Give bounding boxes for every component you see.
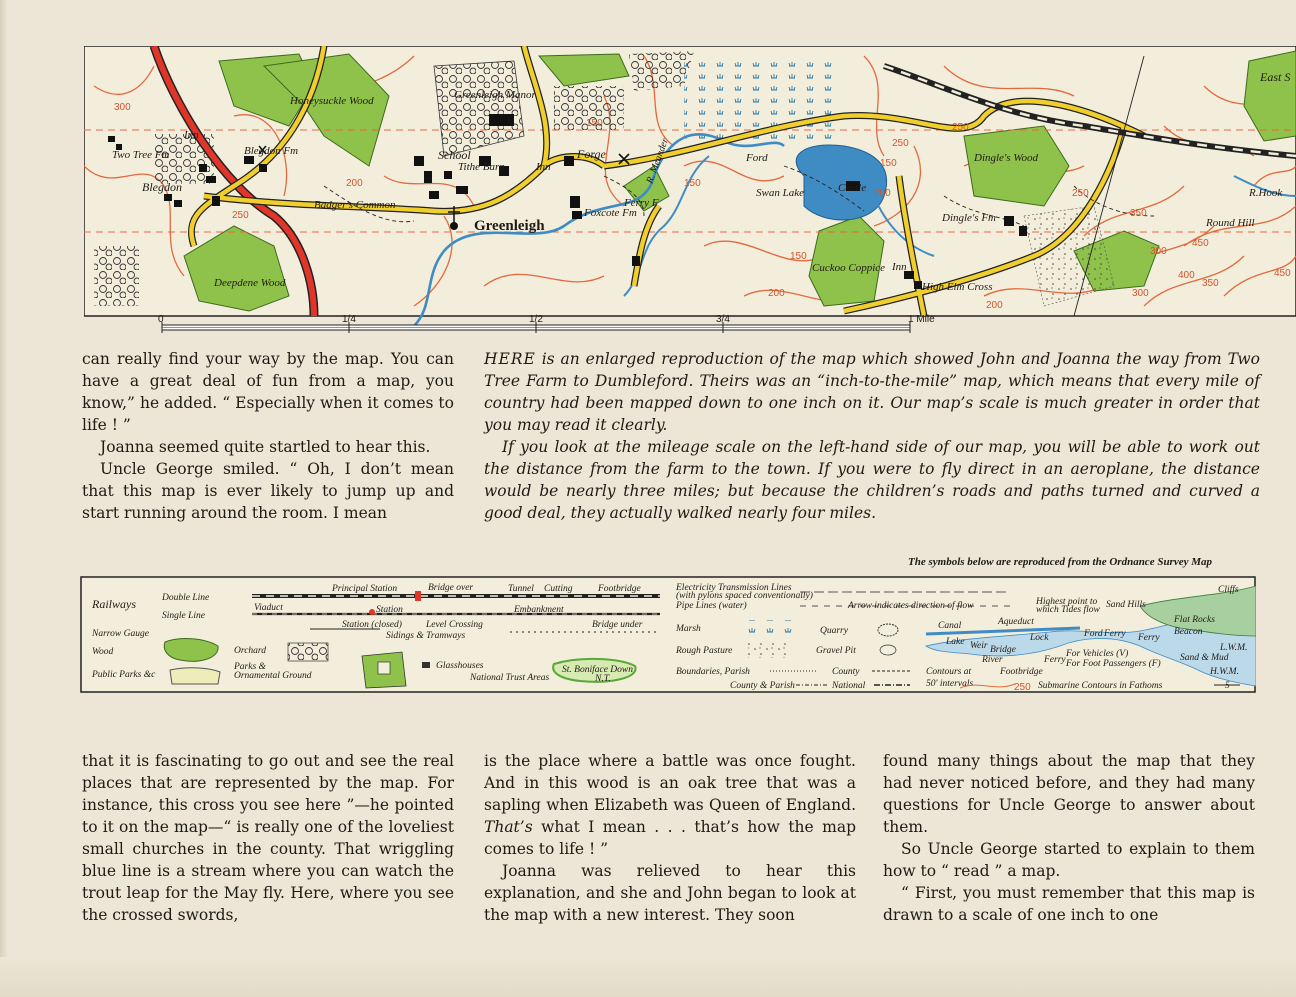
- page-gutter: [0, 0, 8, 997]
- paragraph: Joanna seemed quite startled to hear this.: [100, 438, 431, 456]
- label-two-tree: Two Tree Fm: [112, 149, 170, 161]
- label-swan-lake: Swan Lake: [756, 187, 804, 199]
- legend-highest-2: which Tides flow: [1036, 605, 1100, 615]
- legend-contour-250: 250: [1014, 682, 1031, 693]
- mileage-scale: [158, 314, 935, 333]
- contour-label: 250: [1072, 188, 1089, 199]
- paragraph: [484, 348, 1260, 436]
- legend-glasshouses: Glasshouses: [436, 661, 484, 671]
- legend-quarry: Quarry: [820, 626, 848, 636]
- ordnance-legend: [80, 576, 1256, 693]
- label-inn-right: Inn: [892, 261, 907, 273]
- legend-electricity-2: (with pylons spaced conventionally): [676, 591, 813, 601]
- map-svg: [84, 46, 1296, 336]
- label-high-elm: High Elm Cross: [922, 281, 993, 293]
- legend-bridge-under: Bridge under: [592, 620, 643, 630]
- contour-label: 300: [1150, 246, 1167, 257]
- text-run: is the place where a battle was once fought. And in this wood is an oak tree that was a sapling when Elizabeth was Queen of England.: [484, 752, 856, 814]
- contour-label: 200: [768, 288, 785, 299]
- legend-bridge-over: Bridge over: [428, 583, 474, 593]
- legend-national-trust: National Trust Areas: [470, 673, 550, 683]
- legend-contours-2: 50' intervals: [926, 679, 974, 689]
- emphasis: That’s: [484, 818, 533, 836]
- legend-sand-mud: Sand & Mud: [1180, 653, 1229, 663]
- label-inn-mid: Inn: [536, 161, 551, 173]
- legend-ferry-v: Ferry: [1044, 655, 1066, 665]
- legend-bridge: Bridge: [990, 645, 1016, 655]
- legend-lake: Lake: [946, 637, 965, 647]
- contour-label: 200: [986, 300, 1003, 311]
- legend-sand-hills: Sand Hills: [1106, 600, 1146, 610]
- legend-footbridge-2: Footbridge: [1000, 667, 1043, 677]
- scale-label-half: 1/2: [529, 314, 543, 325]
- contour-label: 450: [1274, 268, 1291, 279]
- legend-contours-1: Contours at: [926, 667, 972, 677]
- legend-st-boniface: St. Boniface Down: [562, 665, 633, 675]
- paragraph: Joanna was relieved to hear this explanation, and she and John began to look at the map with a new interest. They soon: [484, 862, 856, 924]
- legend-for-vehicles: For Vehicles (V): [1066, 649, 1129, 659]
- legend-aqueduct: Aqueduct: [998, 617, 1034, 627]
- legend-nt: N.T.: [595, 674, 611, 684]
- contour-label: 250: [892, 138, 909, 149]
- paragraph: [484, 750, 856, 860]
- legend-weir: Weir: [970, 641, 988, 651]
- legend-lock: Lock: [1030, 633, 1049, 643]
- label-blegdon: Blegdon: [142, 180, 182, 194]
- legend-tunnel: Tunnel: [508, 584, 534, 594]
- map-description: [484, 348, 1260, 524]
- label-foxcote: Foxcote Fm: [584, 207, 637, 219]
- legend-lwm: L.W.M.: [1220, 643, 1248, 653]
- legend-orchard-swatch: [288, 643, 328, 661]
- paragraph: “ First, you must remember that this map is drawn to a scale of one inch to one: [883, 884, 1255, 924]
- legend-parks-1: Parks &: [234, 662, 266, 672]
- text-column-top-left: [82, 348, 454, 524]
- legend-for-foot: For Foot Passengers (F): [1066, 659, 1161, 669]
- label-dingles-wood: Dingle's Wood: [974, 152, 1038, 164]
- legend-arrow-flow: Arrow indicates direction of flow: [848, 601, 974, 611]
- contour-label: 150: [790, 251, 807, 262]
- legend-svg: [80, 576, 1256, 693]
- paragraph: Uncle George smiled. “ Oh, I don’t mean that this map is ever likely to jump up and start running around the room. I mean: [82, 460, 454, 522]
- legend-county: County: [832, 667, 860, 677]
- legend-national: National: [832, 681, 866, 691]
- paragraph: found many things about the map that they had never noticed before, and they had many questions for Uncle George to answer about them.: [883, 752, 1255, 836]
- label-dingles-farm: Dingle's Fm: [942, 212, 996, 224]
- paragraph: that it is fascinating to go out and see the real places that are represented by the map. For instance, this cross you see here ”—he pointed to it on the map—“ is really one of the loveliest small churches in the county. That wriggling blue line is a stream where you can watch the trout leap for the May fly. Here, where you see the crossed swords,: [82, 752, 454, 924]
- legend-park-swatch: [170, 668, 220, 684]
- contour-label: 450: [1192, 238, 1209, 249]
- legend-station: Station: [376, 605, 403, 615]
- legend-embankment: Embankment: [514, 605, 564, 615]
- contour-label: 150: [880, 158, 897, 169]
- legend-principal-station-text: Principal Station: [332, 584, 398, 594]
- label-deepdene: Deepdene Wood: [214, 277, 286, 289]
- contour-label: 250: [232, 210, 249, 221]
- legend-railways: Railways: [92, 597, 136, 611]
- legend-wood-swatch: [164, 639, 218, 662]
- legend-parks-2: Ornamental Ground: [234, 671, 312, 681]
- contour-label: 250: [952, 122, 969, 133]
- legend-wood: Wood: [92, 647, 114, 657]
- legend-cliffs: Cliffs: [1218, 585, 1239, 595]
- scale-label-mile: 1 Mile: [908, 314, 935, 325]
- legend-flat-rocks: Flat Rocks: [1174, 615, 1215, 625]
- legend-rough-swatch: [748, 642, 788, 658]
- legend-double-line: Double Line: [162, 593, 210, 603]
- label-castle: Castle: [838, 182, 867, 194]
- legend-electricity-1: Electricity Transmission Lines: [676, 583, 792, 593]
- label-forge: Forge: [577, 147, 606, 161]
- contour-label: 300: [114, 102, 131, 113]
- label-blegdon-farm: Blegdon Fm: [244, 145, 299, 157]
- label-east: East S: [1260, 70, 1291, 84]
- text-column-bottom-2: [484, 750, 856, 926]
- text-column-bottom-3: [883, 750, 1255, 926]
- label-school: School: [438, 148, 471, 162]
- legend-gravel-pit: Gravel Pit: [816, 646, 856, 656]
- contour-label: 350: [1202, 278, 1219, 289]
- legend-boundaries-parish: Boundaries, Parish: [676, 667, 750, 677]
- legend-orchard: Orchard: [234, 646, 267, 656]
- label-ford: Ford: [746, 152, 768, 164]
- label-r-meander: R. Meander: [644, 136, 671, 186]
- legend-station-dot: [369, 609, 375, 615]
- legend-narrow-gauge: Narrow Gauge: [92, 629, 149, 639]
- ordnance-map: [84, 46, 1296, 336]
- legend-beacon: Beacon: [1174, 627, 1203, 637]
- legend-canal: Canal: [938, 621, 962, 631]
- paragraph: can really find your way by the map. You can have a great deal of fun from a map, you know,” he added. “ Especially when it comes to life ! ”: [82, 350, 454, 434]
- legend-pipe-lines: Pipe Lines (water): [676, 601, 747, 611]
- legend-glasshouse-swatch: [422, 662, 430, 668]
- text-run: what I mean . . . that’s how the map comes to life ! ”: [484, 818, 856, 858]
- contour-label: 400: [1178, 270, 1195, 281]
- label-greenleigh: Greenleigh: [474, 218, 545, 234]
- legend-single-line: Single Line: [162, 611, 206, 621]
- legend-footbridge: Footbridge: [598, 584, 641, 594]
- legend-station-closed: Station (closed): [342, 620, 402, 630]
- contour-label: 150: [684, 178, 701, 189]
- marsh-area: [684, 56, 834, 141]
- contour-label: 150: [586, 118, 603, 129]
- legend-five: 5: [1225, 681, 1230, 691]
- legend-rough-pasture: Rough Pasture: [676, 646, 733, 656]
- legend-highest-1: Highest point to: [1036, 597, 1098, 607]
- contour-label: 200: [874, 188, 891, 199]
- contour-label: 350: [1130, 208, 1147, 219]
- paragraph: So Uncle George started to explain to them how to “ read ” a map.: [883, 840, 1255, 880]
- legend-ferry: Ferry: [1138, 633, 1160, 643]
- legend-marsh-swatch: [748, 620, 798, 636]
- label-tithe-barn: Tithe Barn: [458, 161, 505, 173]
- orchard-bottom-left: [94, 246, 139, 306]
- label-greenleigh-manor: Greenleigh Manor: [454, 89, 536, 101]
- legend-cutting: Cutting: [544, 584, 573, 594]
- text-column-bottom-1: [82, 750, 454, 926]
- contour-label: 300: [1132, 288, 1149, 299]
- legend-parks-house: [378, 662, 390, 674]
- here-word: HERE: [484, 350, 536, 368]
- scale-label-three-quarter: 3/4: [716, 314, 730, 325]
- page-bottom-edge: [0, 957, 1296, 997]
- label-cuckoo: Cuckoo Coppice: [812, 262, 886, 274]
- contour-label: 200: [346, 178, 363, 189]
- legend-marsh: Marsh: [676, 624, 701, 634]
- paragraph-body: is an enlarged reproduction of the map which showed John and Joanna the way from Two Tree Farm to Dumbleford. Theirs was an “inch-to-the-mile” map, which means that every mile of country had been mapped down to one inch on it. Our map’s scale is much greater in order that you may read it clearly.: [484, 350, 1260, 434]
- symbols-caption: The symbols below are reproduced from the Ordnance Survey Map: [908, 556, 1213, 568]
- legend-ford: Ford: [1084, 629, 1103, 639]
- legend-ferry-p: Ferry: [1104, 629, 1126, 639]
- legend-county-parish: County & Parish: [730, 681, 795, 691]
- paragraph: If you look at the mileage scale on the left-hand side of our map, you will be able to work out the distance from the farm to the town. If you were to fly direct in an aeroplane, the distance would be nearly three miles; but because the children’s roads and paths turned and curved a good deal, they actually walked nearly four miles.: [484, 438, 1260, 522]
- label-r-hook: R.Hook: [1249, 187, 1283, 199]
- legend-submarine: Submarine Contours in Fathoms: [1038, 681, 1163, 691]
- scale-label-quarter: 1/4: [342, 314, 356, 325]
- scale-label-0: 0: [158, 314, 164, 325]
- legend-viaduct: Viaduct: [254, 603, 283, 613]
- legend-river: River: [982, 655, 1003, 665]
- legend-principal-station: [415, 591, 421, 601]
- label-round-hill: Round Hill: [1206, 217, 1255, 229]
- legend-sidings: Sidings & Tramways: [386, 631, 466, 641]
- label-ferry: Ferry F: [624, 197, 659, 209]
- legend-level-crossing: Level Crossing: [426, 620, 483, 630]
- label-honeysuckle: Honeysuckle Wood: [290, 95, 374, 107]
- legend-public-parks: Public Parks &c: [92, 670, 156, 680]
- label-badgers-common: Badger's Common: [314, 199, 396, 211]
- label-inn-left: Inn: [184, 129, 199, 141]
- legend-hwm: H.W.M.: [1210, 667, 1239, 677]
